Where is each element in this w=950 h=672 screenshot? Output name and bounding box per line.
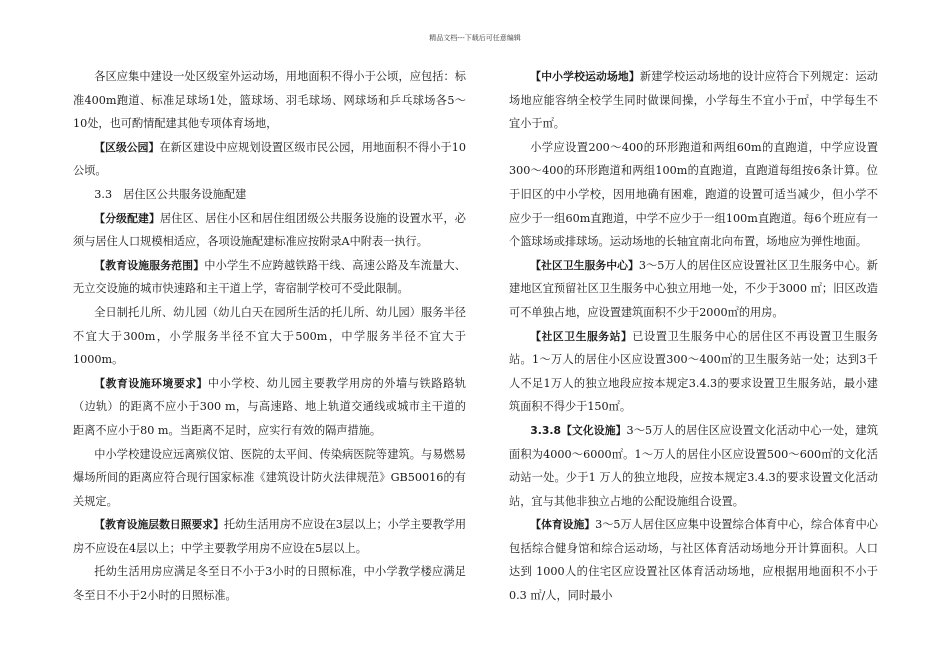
paragraph [509, 65, 878, 136]
keyword-label: 【教育设施环境要求】 [94, 376, 208, 390]
keyword-label: 【社区卫生服务站】 [530, 329, 633, 343]
paragraph [509, 325, 878, 419]
paragraph [73, 513, 466, 560]
left-column [73, 65, 466, 608]
paragraph: 托幼生活用房应满足冬至日不小于3小时的日照标准，中小学教学楼应满足冬至日不小于2小时的日照标准。 [73, 565, 466, 603]
paragraph-text: 新建学校运动场地的设计应符合下列规定：运动场地应能容纳全校学生同时做课间操，小学每生不宜小于㎡，中学每生不宜小于㎡。 [509, 70, 878, 131]
paragraph [509, 513, 878, 607]
keyword-label: 【分级配建】 [94, 211, 160, 225]
paragraph: 各区应集中建设一处区级室外运动场，用地面积不得小于公顷，应包括：标准400m跑道、标准足球场1处，篮球场、羽毛球场、网球场和乒乓球场各5～10处，也可酌情配建其他专项体育场地， [73, 70, 466, 131]
paragraph-text: 在新区建设中应规划设置区级市民公园，用地面积不得小于10公顷。 [73, 140, 466, 178]
paragraph [73, 254, 466, 301]
keyword-label: 【区级公园】 [94, 140, 160, 154]
paragraph-text: 3～5万人居住区应集中设置综合体育中心，综合体育中心包括综合健身馆和综合运动场，与社区体育活动场地分开计算面积。人口达到 1000人的住宅区应设置社区体育活动场地，应根据用地面积不小于0.3 ㎡/人，同时最小 [509, 518, 878, 603]
paragraph-text: 托幼生活用房不应设在3层以上；小学主要教学用房不应设在4层以上；中学主要教学用房不应设在5层以上。 [73, 518, 467, 555]
paragraph-text: 3～5万人的居住区应设置文化活动中心一处，建筑面积为4000～6000㎡。1～万人的居住小区应设置500～600㎡的文化活动站一处。少于1 万人的独立地段，应按本规定3.4.3的要求设置文化活动站，宜与其他非独立占地的公配设施组合设置。 [509, 423, 878, 508]
paragraph: 中小学校建设应远离殡仪馆、医院的太平间、传染病医院等建筑。与易燃易爆场所间的距离应符合现行国家标准《建筑设计防火法律规范》GB50016的有关规定。 [73, 447, 466, 508]
paragraph [73, 372, 466, 443]
paragraph-text: 已设置卫生服务中心的居住区不再设置卫生服务站。1～万人的居住小区应设置300～400㎡的卫生服务站一处；达到3千人不足1万人的独立地段应按本规定3.4.3的要求设置卫生服务站，最小建筑面积不得少于150㎡。 [509, 329, 878, 414]
keyword-label: 3.3.8【文化设施】 [530, 423, 627, 437]
keyword-label: 【中小学校运动场地】 [530, 70, 640, 83]
paragraph: 小学应设置200～400的环形跑道和两组60m的直跑道，中学应设置300～400的环形跑道和两组100m的直跑道，直跑道每组按6条计算。位于旧区的中小学校，因用地确有困难，跑道的设置可适当减少，但小学不应少于一组60m直跑道，中学不应少于一组100m直跑道。每6个班应有一个篮球场或排球场。运动场地的长轴宜南北向布置，场地应为弹性地面。 [509, 140, 878, 249]
paragraph [509, 254, 878, 325]
paragraph-text: 中小学生不应跨越铁路干线、高速公路及车流量大、无立交设施的城市快速路和主干道上学，寄宿制学校可不受此限制。 [73, 258, 466, 296]
keyword-label: 【教育设施层数日照要求】 [94, 518, 224, 532]
keyword-label: 【社区卫生服务中心】 [530, 258, 639, 272]
paragraph [509, 419, 878, 513]
paragraph [73, 207, 466, 254]
keyword-label: 【教育设施服务范围】 [94, 258, 205, 272]
paragraph-text: 中小学校、幼儿园主要教学用房的外墙与铁路路轨（边轨）的距离不应小于300 m，与高速路、地上轨道交通线或城市主干道的距离不应小于80 m。当距离不足时，应实行有效的隔声措施。 [73, 376, 466, 437]
keyword-label: 【体育设施】 [530, 518, 596, 532]
paragraph-text: 居住区、居住小区和居住组团级公共服务设施的设置水平，必须与居住人口规模相适应，各项设施配建标准应按附录A中附表一执行。 [73, 211, 466, 249]
right-column [509, 65, 878, 608]
page-header: 精品文档---下载后可任意编辑 [429, 34, 521, 42]
paragraph-text: 3～5万人的居住区应设置社区卫生服务中心。新建地区宜预留社区卫生服务中心独立用地一处，不少于3000 ㎡；旧区改造可不单独占地，应设置建筑面积不少于2000㎡的用房。 [509, 258, 878, 319]
paragraph: 全日制托儿所、幼儿园（幼儿白天在园所生活的托儿所、幼儿园）服务半径不宜大于300m，小学服务半径不宜大于500m，中学服务半径不宜大于1000m。 [73, 305, 466, 367]
section-heading: 3.3 居住区公共服务设施配建 [94, 187, 247, 201]
paragraph [73, 136, 466, 183]
